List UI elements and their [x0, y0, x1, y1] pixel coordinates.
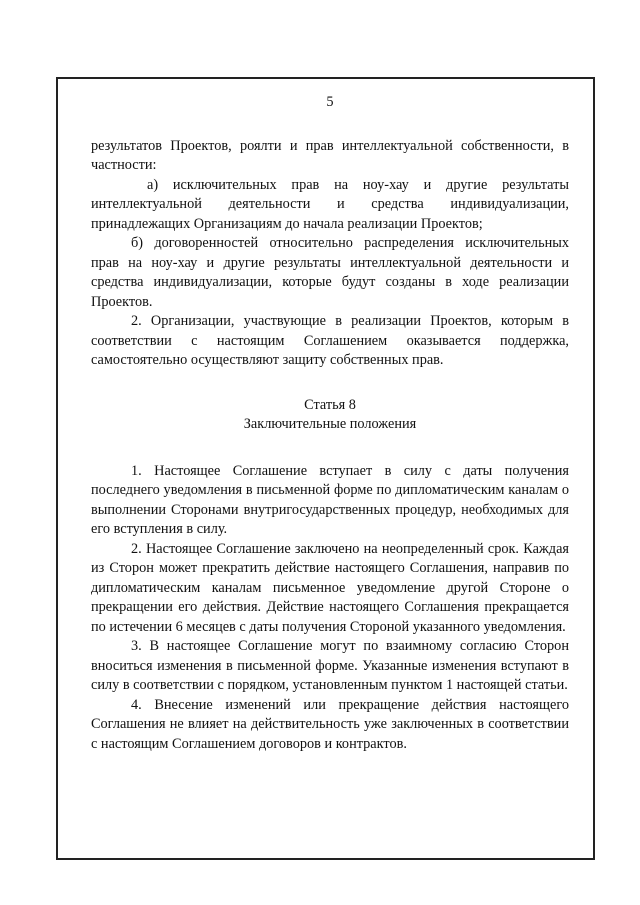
continuation-paragraph: результатов Проектов, роялти и прав интеллектуальной собственности, в частности:	[91, 137, 569, 173]
document-body	[91, 93, 569, 754]
list-item-b: б) договоренностей относительно распределения исключительных прав на ноу-хау и другие результаты интеллектуальной деятельности и средства индивидуализации, которые будут созданы в ходе реализации Проектов.	[91, 235, 569, 310]
page-number: 5	[326, 94, 334, 110]
article-title: Заключительные положения	[243, 416, 417, 432]
article-heading: Статья 8	[304, 396, 356, 413]
list-item-a: а) исключительных прав на ноу-хау и другие результаты интеллектуальной деятельности и средства индивидуализации, принадлежащих Организациям до начала реализации Проектов;	[91, 176, 569, 232]
article-paragraph-4: 4. Внесение изменений или прекращение действия настоящего Соглашения не влияет на действительность уже заключенных в соответствии с настоящим Соглашением договоров и контрактов.	[91, 696, 569, 752]
article-paragraph-1: 1. Настоящее Соглашение вступает в силу с даты получения последнего уведомления в письменной форме по дипломатическим каналам о выполнении Сторонами внутригосударственных процедур, необходимых для его вступления в силу.	[91, 462, 569, 537]
article-paragraph-2: 2. Настоящее Соглашение заключено на неопределенный срок. Каждая из Сторон может прекратить действие настоящего Соглашения, направив по дипломатическим каналам письменное уведомление другой Стороне о прекращении его действия. Действие настоящего Соглашения прекращается по истечении 6 месяцев с даты получения Стороной указанного уведомления.	[91, 540, 569, 635]
paragraph-2: 2. Организации, участвующие в реализации Проектов, которым в соответствии с настоящим Соглашением оказывается поддержка, самостоятельно осуществляют защиту собственных прав.	[91, 313, 569, 368]
article-paragraph-3: 3. В настоящее Соглашение могут по взаимному согласию Сторон вноситься изменения в письменной форме. Указанные изменения вступают в силу в соответствии с порядком, установленным пунктом 1 настоящей статьи.	[91, 638, 569, 693]
